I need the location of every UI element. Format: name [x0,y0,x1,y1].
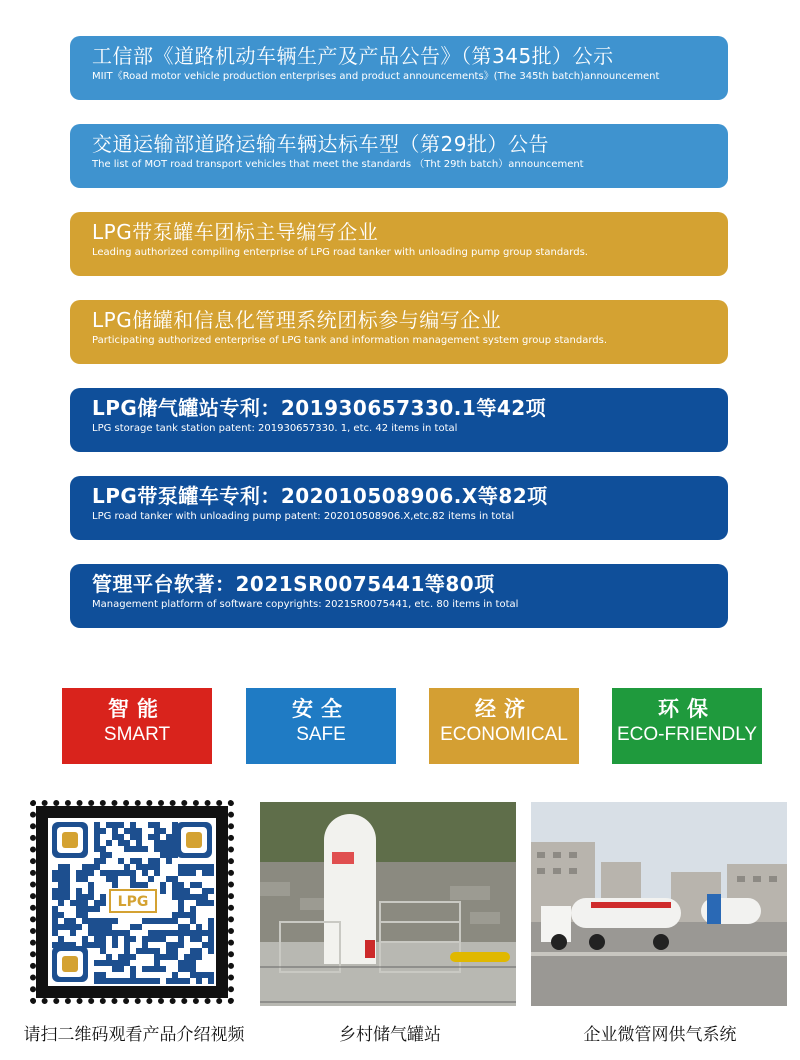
banner-subtitle: Leading authorized compiling enterprise of LPG road tanker with unloading pump group standards. [92,247,588,258]
feature-label-en: SAFE [296,724,346,745]
banner-subtitle: LPG storage tank station patent: 201930657330. 1, etc. 42 items in total [92,423,458,434]
banner-storage-patent [70,388,728,452]
banner-title: LPG带泵罐车团标主导编写企业 [92,220,379,244]
caption-station: 乡村储气罐站 [339,1025,441,1045]
banner-mot-announcement [70,124,728,188]
feature-label-zh: 安全 [292,696,350,721]
banner-miit-announcement [70,36,728,100]
qr-code[interactable] [48,818,216,986]
feature-label-zh: 环保 [658,696,716,721]
banner-title: LPG储罐和信息化管理系统团标参与编写企业 [92,308,502,332]
feature-label-zh: 经济 [475,696,533,721]
banner-lpg-tank-standard [70,300,728,364]
qr-logo-text: LPG [117,894,149,910]
qr-code-pattern [48,818,216,986]
photo-micro-pipeline-system [531,802,787,1006]
feature-label-en: ECONOMICAL [440,724,568,745]
banner-tanker-patent [70,476,728,540]
banner-title: LPG储气罐站专利：201930657330.1等42项 [92,396,547,420]
banner-title: 管理平台软著：2021SR0075441等80项 [92,572,495,596]
feature-tile-eco-friendly [612,688,762,764]
feature-tile-economical [429,688,579,764]
banner-title: 工信部《道路机动车辆生产及产品公告》（第345批）公示 [92,44,614,68]
banner-title: LPG带泵罐车专利：202010508906.X等82项 [92,484,548,508]
banner-subtitle: MIIT《Road motor vehicle production enterprises and product announcements》(The 345th batch)announcement [92,71,660,82]
feature-label-en: SMART [103,724,171,745]
feature-label-zh: 智能 [108,696,166,721]
qr-code-frame[interactable] [36,806,228,998]
banner-subtitle: Participating authorized enterprise of LPG tank and information management system group standards. [92,335,607,346]
feature-label-en: ECO-FRIENDLY [616,724,758,745]
feature-tile-safe [246,688,396,764]
banner-subtitle: LPG road tanker with unloading pump patent: 202010508906.X,etc.82 items in total [92,511,515,522]
banner-lpg-tanker-standard [70,212,728,276]
banner-software-copyright [70,564,728,628]
banner-subtitle: Management platform of software copyrights: 2021SR0075441, etc. 80 items in total [92,599,519,610]
feature-tile-smart [62,688,212,764]
caption-qr: 请扫二维码观看产品介绍视频 [23,1025,245,1045]
banner-title: 交通运输部道路运输车辆达标车型（第29批）公告 [92,132,549,156]
photo-rural-gas-station [260,802,516,1006]
banner-subtitle: The list of MOT road transport vehicles that meet the standards （Tht 29th batch）announcement [92,159,584,170]
caption-truck: 企业微管网供气系统 [583,1025,737,1045]
